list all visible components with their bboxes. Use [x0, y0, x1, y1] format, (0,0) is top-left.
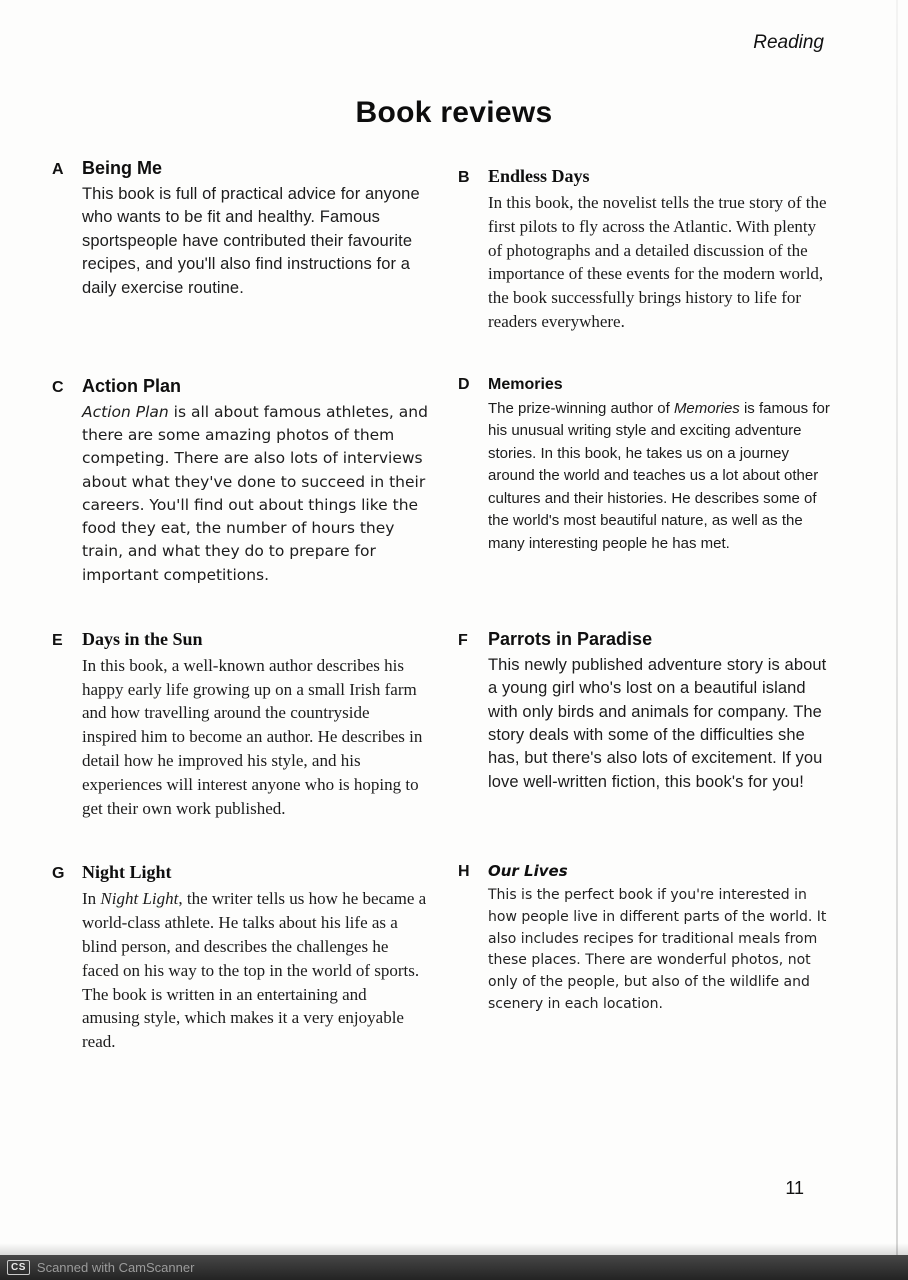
review-body: This is the perfect book if you're interested in how people live in different parts of the world. It also includes recipes for traditional meals from these places. There are wonderful photos, not only of the people, but also of the wildlife and scenery in each location. [488, 887, 827, 1012]
review-title: Action Plan [82, 375, 182, 396]
review-head [458, 166, 834, 187]
review-body: In this book, the novelist tells the true story of the first pilots to fly across the Atlantic. With plenty of photographs and a detailed discussion of the importance of these events for the modern world, the book successfully brings history to life for readers everywhere. [488, 193, 827, 331]
scan-edge-right [896, 0, 898, 1255]
camscanner-bar [0, 1255, 908, 1280]
review-body: In Night Light, the writer tells us how he became a world-class athlete. He talks about his life as a blind person, and describes the challenges he faced on his way to the top in the world of sports. The book is written in an entertaining and amusing style, which makes it a very enjoyable read. [82, 889, 427, 1052]
review-e [52, 629, 428, 821]
review-title: Our Lives [488, 862, 568, 881]
review-body: In this book, a well-known author describes his happy early life growing up on a small Irish farm and how travelling around the countryside inspired him to become an author. He describes in detail how he improved his style, and his experiences will interest anyone who is hoping to get their own work published. [82, 655, 423, 818]
review-head [52, 376, 428, 397]
section-label: Reading [753, 32, 824, 53]
camscanner-watermark-text: Scanned with CamScanner [36, 1260, 195, 1275]
review-title: Memories [488, 375, 563, 393]
review-body: Action Plan is all about famous athletes, and there are some amazing photos of them competing. There are also lots of interviews about what they've done to succeed in their careers. You'll find out about things like the food they eat, the number of hours they train, and what they do to prepare for important competitions. [82, 402, 428, 584]
reviews-grid [52, 158, 834, 1054]
review-body: This book is full of practical advice for anyone who wants to be fit and healthy. Famous sportspeople have contributed their favourite recipes, and you'll also find instructions for a daily exercise routine. [82, 185, 420, 297]
review-title: Endless Days [488, 166, 590, 186]
review-title: Parrots in Paradise [488, 628, 653, 649]
scan-edge-shadow [0, 1243, 908, 1255]
page-number: 11 [785, 1178, 804, 1198]
review-letter: C [52, 378, 64, 396]
review-letter: H [458, 863, 470, 881]
review-f [458, 629, 834, 821]
review-d [458, 376, 834, 587]
review-letter: B [458, 169, 470, 186]
review-a [52, 158, 428, 334]
review-b [458, 158, 834, 334]
review-g [52, 862, 428, 1054]
review-title: Night Light [82, 862, 172, 883]
review-h [458, 862, 834, 1054]
review-body: The prize-winning author of Memories is famous for his unusual writing style and exciting adventure stories. In this book, he takes us on a journey around the world and teaches us a lot about other cultures and their histories. He describes some of the world's most beautiful nature, as well as the many interesting people he has met. [488, 399, 830, 552]
review-title: Days in the Sun [82, 628, 203, 649]
review-c [52, 376, 428, 587]
review-body: This newly published adventure story is about a young girl who's lost on a beautiful island with only birds and animals for company. The story deals with some of the difficulties she has, but there's also lots of excitement. If you love well-written fiction, this book's for you! [488, 655, 827, 791]
review-title: Being Me [82, 158, 163, 178]
review-head [458, 862, 834, 881]
review-head [52, 629, 428, 650]
review-head [458, 629, 834, 650]
review-letter: E [52, 631, 63, 649]
review-head [52, 158, 428, 179]
review-letter: A [52, 161, 64, 178]
review-head [52, 862, 428, 883]
camscanner-badge-icon: CS [7, 1260, 30, 1275]
review-letter: F [458, 631, 468, 649]
page-title: Book reviews [355, 96, 553, 129]
review-letter: G [52, 865, 65, 883]
review-letter: D [458, 375, 470, 393]
review-head [458, 376, 834, 394]
